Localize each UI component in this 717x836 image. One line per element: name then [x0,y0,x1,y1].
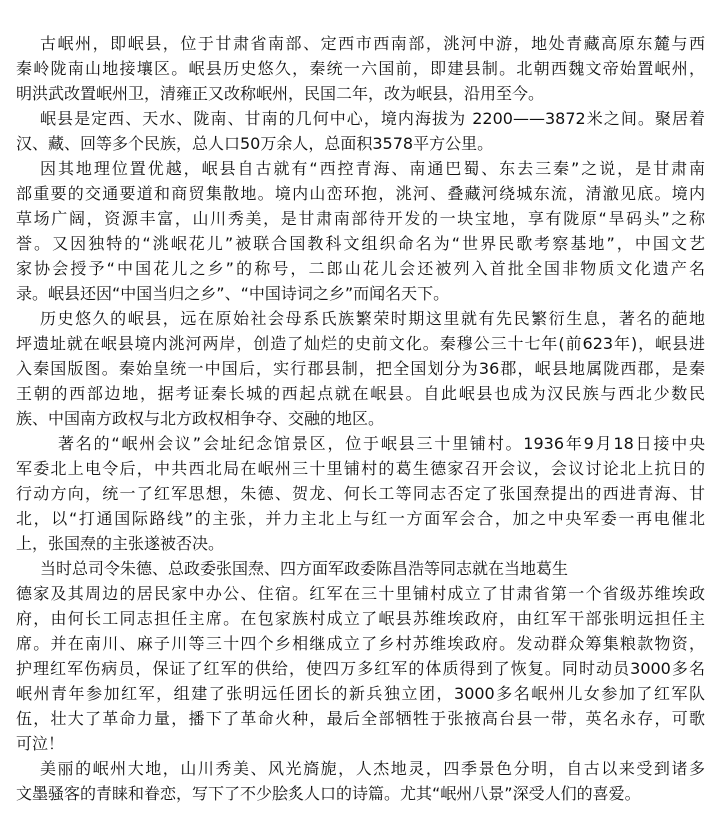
text-line: 可泣！ [16,734,65,753]
paragraph [16,31,705,106]
text-line: 录。岷县还因“中国当归之乡”、“中国诗词之乡”而闻名天下。 [16,284,450,303]
text-line: 岷县是定西、天水、陇南、甘南的几何中心，境内海拔为 2200——3872米之间。聚居着 [40,109,705,128]
text-line: 文墨骚客的青睐和眷恋，写下了不少脍炙人口的诗篇。尤其“岷州八景”深受人们的喜爱。 [16,784,641,803]
text-line: 汉、藏、回等多个民族，总人口50万余人，总面积3578平方公里。 [16,134,494,153]
paragraph [16,156,705,306]
text-line: 北，以“打通国际路线”的主张，并力主北上与红一方面军会合，加之中央军委一再电催北 [16,509,705,528]
text-line: 上，张国焘的主张遂被否决。 [16,534,225,553]
text-line: 历史悠久的岷县，远在原始社会母系氏族繁荣时期这里就有先民繁衍生息，著名的葩地 [40,309,705,328]
text-line: 府，由何长工同志担任主席。在包家族村成立了岷县苏维埃政府，由红军干部张明远担任主 [16,609,705,628]
text-line: 古岷州，即岷县，位于甘肃省南部、定西市西南部，洮河中游，地处青藏高原东麓与西 [40,34,705,53]
text-line: 明洪武改置岷州卫，清雍正又改称岷州，民国二年，改为岷县，沿用至今。 [16,84,545,103]
article-body [16,31,705,806]
text-line: 坪遗址就在岷县境内洮河两岸，创造了灿烂的史前文化。秦穆公三十七年(前623年)，岷县进 [16,334,705,353]
text-line: 王朝的西部边地，据考证秦长城的西起点就在岷县。自此岷县也成为汉民族与西北少数民 [16,384,705,403]
paragraph [16,756,705,806]
text-line: 部重要的交通要道和商贸集散地。境内山峦环抱，洮河、叠藏河绕城东流，清澈见底。境内 [16,184,705,203]
text-line: 岷州青年参加红军，组建了张明远任团长的新兵独立团，3000多名岷州儿女参加了红军队 [16,684,705,703]
paragraph [16,106,705,156]
text-line: 席。并在南川、麻子川等三十四个乡相继成立了乡村苏维埃政府。发动群众筹集粮款物资， [16,634,705,653]
text-line: 护理红军伤病员，保证了红军的供给，使四万多红军的体质得到了恢复。同时动员3000多名 [16,659,705,678]
text-line: 家协会授予“中国花儿之乡”的称号，二郎山花儿会还被列入首批全国非物质文化遗产名 [16,259,705,278]
text-line: 著名的“岷州会议”会址纪念馆景区，位于岷县三十里铺村。1936年9月18日接中央 [58,434,705,453]
text-line: 入秦国版图。秦始皇统一中国后，实行郡县制，把全国划分为36郡，岷县地属陇西郡，是秦 [16,359,705,378]
paragraph [16,306,705,431]
text-line: 伍，壮大了革命力量，播下了革命火种，最后全部牺牲于张掖高台县一带，英名永存，可歌 [16,709,705,728]
text-line: 族、中国南方政权与北方政权相争夺、交融的地区。 [16,409,385,428]
text-line: 行动方向，统一了红军思想，朱德、贺龙、何长工等同志否定了张国焘提出的西进青海、甘 [16,484,705,503]
paragraph [16,431,705,556]
text-line: 军委北上电令后，中共西北局在岷州三十里铺村的葛生德家召开会议，会议讨论北上抗日的 [16,459,705,478]
text-line: 德家及其周边的居民家中办公、住宿。红军在三十里铺村成立了甘肃省第一个省级苏维埃政 [16,584,705,603]
text-line: 因其地理位置优越，岷县自古就有“西控青海、南通巴蜀、东去三秦”之说，是甘肃南 [40,159,705,178]
text-line: 美丽的岷州大地，山川秀美、风光旖旎，人杰地灵，四季景色分明，自古以来受到诸多 [40,759,705,778]
text-line: 秦岭陇南山地接壤区。岷县历史悠久，秦统一六国前，即建县制。北朝西魏文帝始置岷州， [16,59,705,78]
text-line: 草场广阔，资源丰富，山川秀美，是甘肃南部待开发的一块宝地，享有陇原“旱码头”之称 [16,209,705,228]
text-line: 当时总司令朱德、总政委张国焘、四方面军政委陈昌浩等同志就在当地葛生 [40,559,569,578]
paragraph [16,556,705,756]
text-line: 誉。又因独特的“洮岷花儿”被联合国教科文组织命名为“世界民歌考察基地”，中国文艺 [16,234,705,253]
